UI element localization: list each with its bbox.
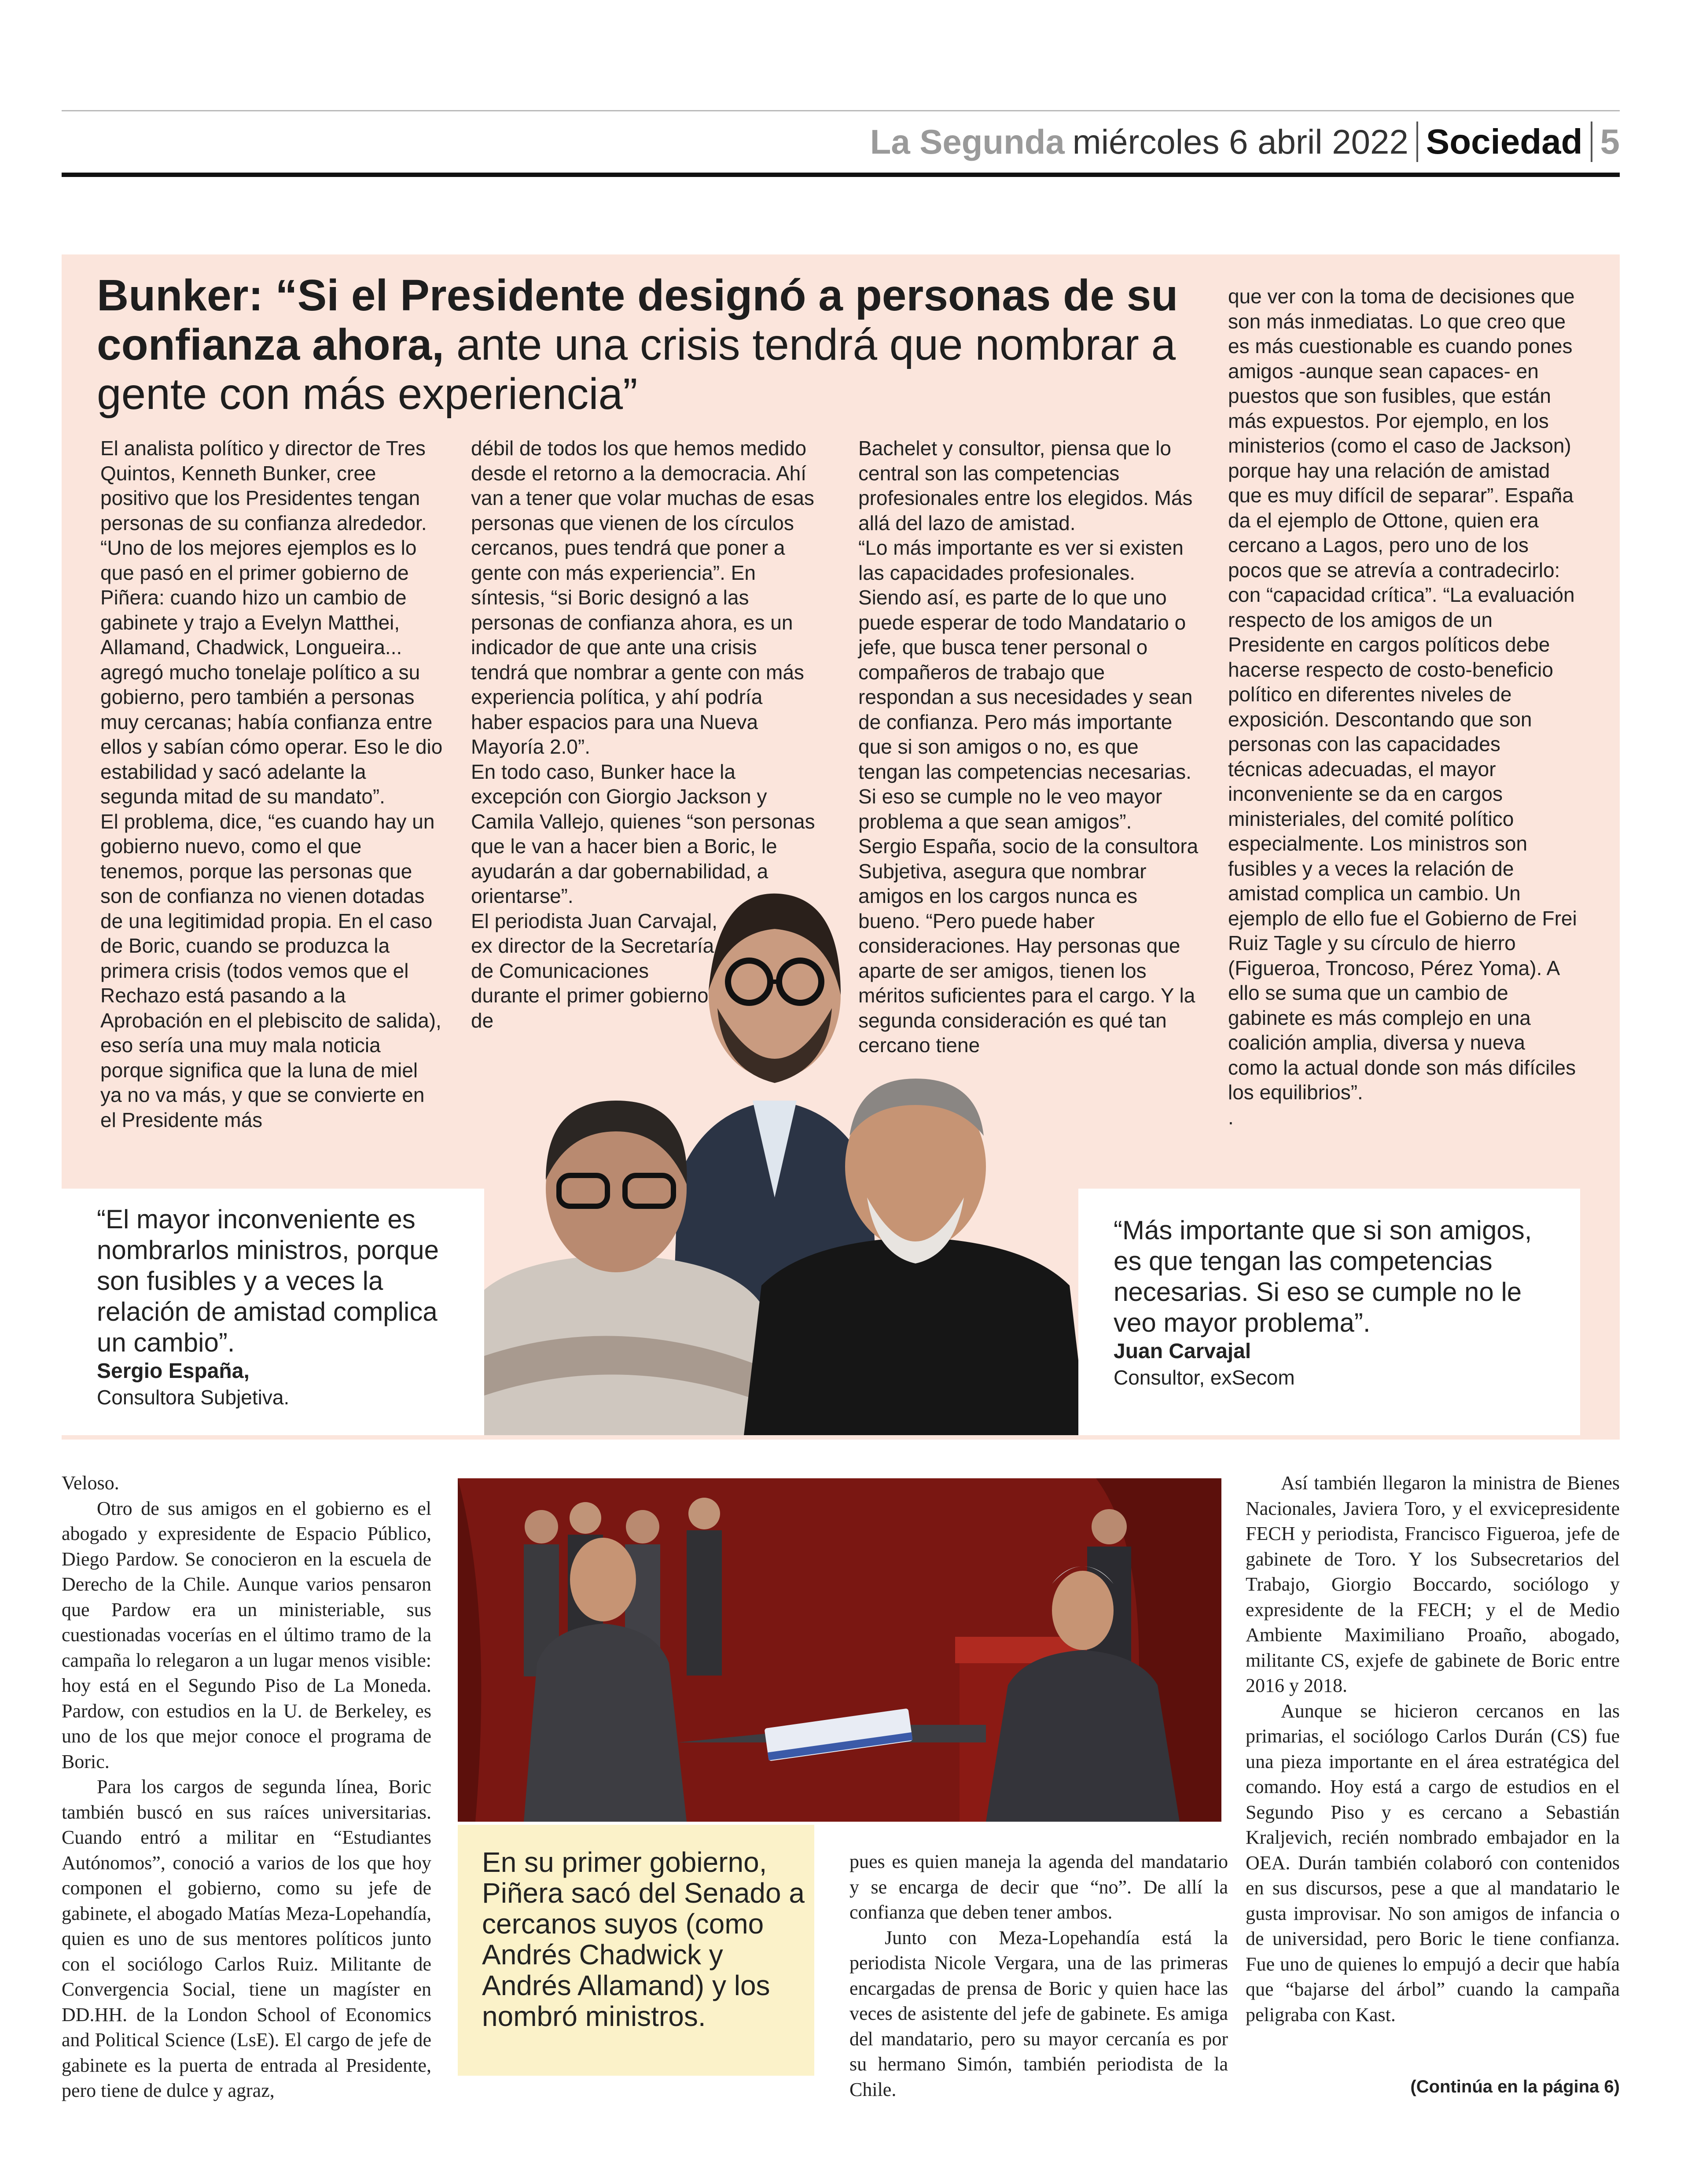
newspaper-name: La Segunda [870, 122, 1065, 161]
paragraph: pues es quien maneja la agenda del mandatario y se encarga de decir que “no”. De allí la confianza que deben tener ambos. [849, 1851, 1228, 1923]
feature-column-3 [858, 436, 1202, 1058]
paragraph: débil de todos los que hemos medido desde el retorno a la democracia. Ahí van a tener que volar muchas de esas personas que vienen de los círculos cercanos, pues tendrá que poner a gente con más experiencia”. En síntesis, “si Boric designó a las personas de confianza ahora, es un indicador de que ante una crisis tendrá que nombrar a gente con más experiencia política, y ahí podría haber espacios para una Nueva Mayoría 2.0”. [471, 437, 814, 758]
quote-text: “El mayor inconveniente es nombrarlos ministros, porque son fusibles y a veces la relación de amistad complica un cambio”. [97, 1204, 439, 1357]
paragraph: El problema, dice, “es cuando hay un gobierno nuevo, como el que tenemos, porque las personas que son de confianza no vienen dotadas de una legitimidad propia. En el caso de Boric, cuando se produzca la primera crisis (todos vemos que el Rechazo está pasando a la Aprobación en el plebiscito de salida), eso sería una muy mala noticia porque significa que la luna de miel ya no va más, y que se convierte en el Presidente más [100, 810, 441, 1131]
paragraph: Bachelet y consultor, piensa que lo central son las competencias profesionales entre los elegidos. Más allá del lazo de amistad. [858, 437, 1193, 534]
paragraph: . [1228, 1105, 1234, 1129]
headline-regular: ante una crisis tendrá que nombrar a gente con más experiencia” [97, 320, 1176, 419]
paragraph: que ver con la toma de decisiones que son más inmediatas. Lo que creo que es más cuestionable es cuando pones amigos -aunque sean capaces- en puestos que son fusibles, que están más expuestos. Por ejemplo, en los ministerios (como el caso de Jackson) porque hay una relación de amistad que es muy difícil de separar”. España da el ejemplo de Ottone, quien era cercano a Lagos, pero uno de los pocos que se atrevía a contradecirlo: con “capacidad crítica”. “La evaluación respecto de los amigos de un Presidente en cargos políticos debe hacerse respecto de costo-beneficio político en diferentes niveles de exposición. Descontando que son personas con las capacidades técnicas adecuadas, el mayor inconveniente se da en cargos ministeriales, del comité político especialmente. Los ministros son fusibles y a veces la relación de amistad complica un cambio. Un ejemplo de ello fue el Gobierno de Frei Ruiz Tagle y su círculo de hierro (Figueroa, Troncoso, Pérez Yoma). A ello se suma que un cambio de gabinete es más complejo en una coalición amplia, diversa y nueva como la actual donde son más difíciles los equilibrios”. [1228, 285, 1577, 1104]
quote-author-role: Consultor, exSecom [1114, 1366, 1295, 1389]
masthead [748, 115, 1620, 168]
quote-sergio-espana [97, 1204, 467, 1410]
paragraph: Veloso. [62, 1472, 119, 1494]
article-column-1 [62, 1470, 431, 2103]
quote-text: “Más importante que si son amigos, es que tengan las competencias necesarias. Si eso se cumple no le veo mayor problema”. [1114, 1215, 1532, 1337]
paragraph: Otro de sus amigos en el gobierno es el abogado y expresidente de Espacio Público, Diego Pardow. Se conocieron en la escuela de Derecho de la Chile. Aunque varios pensaron que Pardow era un ministeriable, sus cuestionadas vocerías en el último tramo de la campaña lo relegaron a un lugar menos visible: hoy está en el Segundo Piso de La Moneda. Pardow, con estudios en la U. de Berkeley, es uno de los que mejor conoce el programa de Boric. [62, 1497, 431, 1772]
issue-date: miércoles 6 abril 2022 [1072, 122, 1408, 161]
quote-author: Juan Carvajal [1114, 1340, 1251, 1363]
quote-author: Sergio España, [97, 1359, 250, 1383]
article-column-4 [1246, 1470, 1620, 2027]
paragraph: “Lo más importante es ver si existen las capacidades profesionales. Siendo así, es parte de lo que uno puede esperar de todo Mandatario o jefe, que busca tener personal o compañeros de trabajo que respondan a sus necesidades y sean de confianza. Pero más importante que si son amigos o no, es que tengan las competencias necesarias. Si eso se cumple no le veo mayor problema a que sean amigos”. [858, 536, 1193, 833]
feature-column-4 [1228, 284, 1580, 1130]
article-column-3 [849, 1849, 1228, 2102]
section-name: Sociedad [1426, 122, 1583, 161]
paragraph: En todo caso, Bunker hace la excepción con Giorgio Jackson y Camila Vallejo, quienes “son personas que le van a hacer bien a Boric, le ayudarán a dar gobernabilidad, a orientarse”. [471, 760, 815, 907]
quote-author-role: Consultora Subjetiva. [97, 1386, 290, 1409]
masthead-bottom-rule [62, 173, 1620, 177]
paragraph: Aunque se hicieron cercanos en las primarias, el sociólogo Carlos Durán (CS) fue una pieza importante en el área estratégica del comando. Hoy está a cargo de estudios en el Segundo Piso y es cercano a Sebastián Kraljevich, recién nombrado embajador en la OEA. Durán también colaboró con contenidos en sus discursos, pese a que al mandatario le gusta improvisar. No son amigos de infancia o de universidad, pero Boric le tiene confianza. Fue uno de quienes lo empujó a decir que había que “bajarse del árbol” cuando la campaña peligraba con Kast. [1246, 1700, 1620, 2026]
feature-column-1 [100, 436, 444, 1132]
ceremony-photo [458, 1478, 1221, 1822]
pull-quote: En su primer gobierno, Piñera sacó del Senado a cercanos suyos (como Andrés Chadwick y Andrés Allamand) y los nombró ministros. [482, 1846, 805, 2032]
paragraph: Así también llegaron la ministra de Bienes Nacionales, Javiera Toro, y el exvicepresidente FECH y periodista, Francisco Figueroa, jefe de gabinete de Toro. Y los Subsecretarios del Trabajo, Giorgio Boccardo, sociólogo y expresidente de la FECH; y el de Medio Ambiente Maximiliano Proaño, abogado, militante CS, exjefe de gabinete de Boric entre 2016 y 2018. [1246, 1472, 1620, 1696]
feature-headline [97, 271, 1197, 419]
page-number: 5 [1600, 122, 1620, 161]
portrait-bearded-man [744, 1057, 1087, 1435]
masthead-divider [1591, 122, 1592, 162]
masthead-top-rule [62, 110, 1620, 111]
paragraph: Junto con Meza-Lopehandía está la periodista Nicole Vergara, una de las primeras encargadas de prensa de Boric y quien hace las veces de asistente del jefe de gabinete. Es amiga del mandatario, pero su mayor cercanía es por su hermano Simón, también periodista de la Chile. [849, 1926, 1228, 2100]
paragraph: Sergio España, socio de la consultora Subjetiva, asegura que nombrar amigos en los cargos nunca es bueno. “Pero puede haber consideraciones. Hay personas que aparte de ser amigos, tienen los méritos suficientes para el cargo. Y la segunda consideración es qué tan cercano tiene [858, 835, 1199, 1057]
paragraph: Para los cargos de segunda línea, Boric también buscó en sus raíces universitarias. Cuando entró a militar en “Estudiantes Autónomos”, conoció a varios de los que hoy componen el gobierno, como su jefe de gabinete, el abogado Matías Meza-Lopehandía, quien es uno de sus mentores políticos junto con el sociólogo Carlos Ruiz. Militante de Convergencia Social, tiene un magíster en DD.HH. de la London School of Economics and Political Science (LsE). El cargo de jefe de gabinete es la puerta de entrada al Presidente, pero tiene de dulce y agraz, [62, 1776, 431, 2101]
masthead-divider [1416, 122, 1418, 162]
continuation-note: (Continúa en la página 6) [1410, 2077, 1620, 2096]
quote-juan-carvajal [1114, 1215, 1563, 1390]
portrait-sergio-espana [458, 1083, 779, 1435]
headline-bold: Bunker: “Si el Presidente designó a personas de su confianza ahora, [97, 271, 1178, 369]
paragraph: El analista político y director de Tres Quintos, Kenneth Bunker, cree positivo que los Presidentes tengan personas de su confianza alrededor. “Uno de los mejores ejemplos es lo que pasó en el primer gobierno de Piñera: cuando hizo un cambio de gabinete y trajo a Evelyn Matthei, Allamand, Chadwick, Longueira... agregó mucho tonelaje político a su gobierno, pero también a personas muy cercanas; había confianza entre ellos y sabían cómo operar. Eso le dio estabilidad y sacó adelante la segunda mitad de su mandato”. [100, 437, 443, 808]
paragraph: El periodista Juan Carvajal, ex director de la Secretaría de Comunicaciones durante el primer gobierno de [471, 909, 717, 1032]
